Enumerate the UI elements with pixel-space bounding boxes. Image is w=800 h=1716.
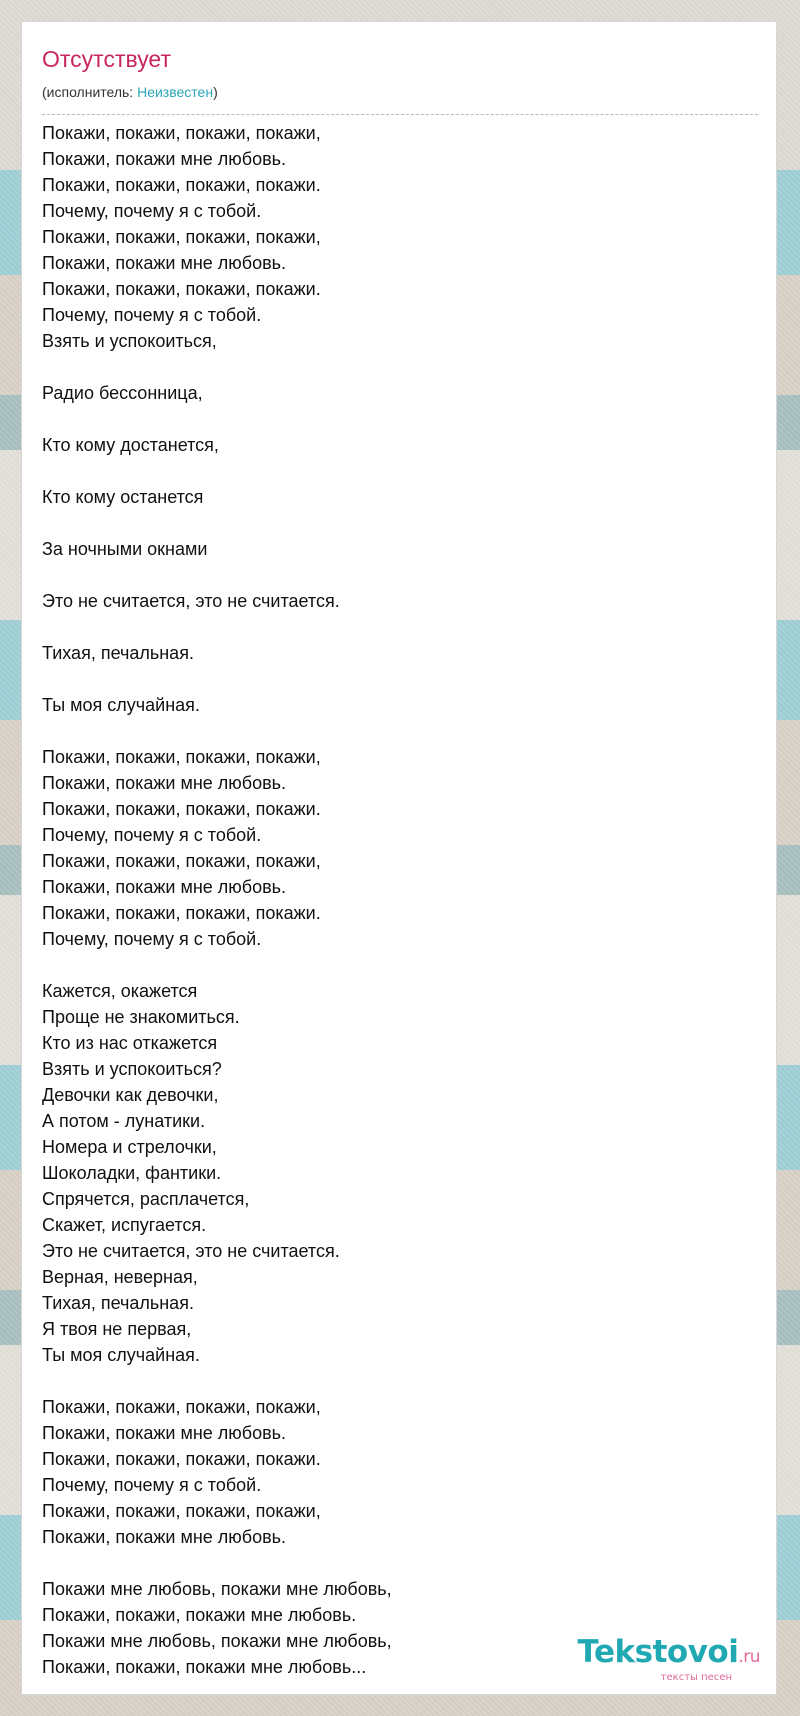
site-logo[interactable] [577, 1635, 760, 1684]
artist-suffix: ) [213, 84, 218, 100]
lyric-line: Почему, почему я с тобой. [42, 1475, 262, 1495]
stanza-break [42, 614, 758, 640]
lyric-line: Покажи, покажи мне любовь. [42, 1423, 287, 1443]
artist-link[interactable]: Неизвестен [137, 84, 214, 100]
lyric-line: Покажи, покажи, покажи, покажи. [42, 799, 321, 819]
lyrics-text [42, 120, 758, 1680]
lyric-line: Покажи, покажи мне любовь. [42, 877, 287, 897]
lyric-line: Верная, неверная, [42, 1267, 198, 1287]
lyric-line: Кто кому достанется, [42, 435, 219, 455]
stanza-break [42, 562, 758, 588]
lyrics-card [21, 21, 777, 1695]
stanza-break [42, 458, 758, 484]
lyric-line: Почему, почему я с тобой. [42, 929, 262, 949]
lyric-line: Кто из нас откажется [42, 1033, 218, 1053]
stanza-break [42, 510, 758, 536]
stanza-break [42, 952, 758, 978]
stanza-break [42, 666, 758, 692]
lyric-line: Это не считается, это не считается. [42, 1241, 340, 1261]
lyric-line: Ты моя случайная. [42, 695, 200, 715]
stanza-break [42, 1550, 758, 1576]
lyric-line: Покажи, покажи, покажи, покажи, [42, 747, 321, 767]
lyric-line: Взять и успокоиться, [42, 331, 217, 351]
lyric-line: Тихая, печальная. [42, 1293, 194, 1313]
lyric-line: Взять и успокоиться? [42, 1059, 222, 1079]
logo-tagline: тексты песен [660, 1672, 732, 1683]
lyric-line: Ты моя случайная. [42, 1345, 200, 1365]
lyric-line: Покажи, покажи, покажи мне любовь... [42, 1657, 367, 1677]
lyric-line: Почему, почему я с тобой. [42, 201, 262, 221]
lyric-line: Покажи, покажи мне любовь. [42, 773, 287, 793]
lyric-line: Проще не знакомиться. [42, 1007, 240, 1027]
lyric-line: Покажи, покажи, покажи, покажи, [42, 851, 321, 871]
lyric-line: Я твоя не первая, [42, 1319, 192, 1339]
song-title: Отсутствует [42, 46, 171, 72]
lyric-line: Шоколадки, фантики. [42, 1163, 222, 1183]
lyric-line: Почему, почему я с тобой. [42, 825, 262, 845]
lyric-line: Покажи мне любовь, покажи мне любовь, [42, 1631, 392, 1651]
stanza-break [42, 354, 758, 380]
stanza-break [42, 1368, 758, 1394]
artist-line [42, 83, 218, 101]
lyric-line: Покажи, покажи, покажи, покажи. [42, 1449, 321, 1469]
logo-tld: .ru [738, 1647, 760, 1667]
lyric-line: Покажи, покажи, покажи, покажи, [42, 227, 321, 247]
lyric-line: Скажет, испугается. [42, 1215, 207, 1235]
lyric-line: А потом - лунатики. [42, 1111, 206, 1131]
lyric-line: Покажи, покажи, покажи, покажи. [42, 175, 321, 195]
lyric-line: Покажи, покажи мне любовь. [42, 149, 287, 169]
lyric-line: Спрячется, расплачется, [42, 1189, 250, 1209]
logo-name: Tekstovoi [577, 1634, 739, 1670]
stanza-break [42, 718, 758, 744]
song-header [42, 43, 758, 115]
lyric-line: Кажется, окажется [42, 981, 198, 1001]
lyric-line: Покажи, покажи мне любовь. [42, 1527, 287, 1547]
lyric-line: Покажи, покажи, покажи, покажи. [42, 279, 321, 299]
lyric-line: Покажи, покажи, покажи, покажи, [42, 1397, 321, 1417]
lyric-line: Покажи, покажи, покажи, покажи, [42, 1501, 321, 1521]
stanza-break [42, 406, 758, 432]
lyric-line: Это не считается, это не считается. [42, 591, 340, 611]
lyric-line: Тихая, печальная. [42, 643, 194, 663]
lyric-line: Покажи, покажи, покажи, покажи. [42, 903, 321, 923]
lyric-line: Покажи, покажи, покажи, покажи, [42, 123, 321, 143]
lyric-line: Девочки как девочки, [42, 1085, 219, 1105]
lyric-line: Почему, почему я с тобой. [42, 305, 262, 325]
lyric-line: За ночными окнами [42, 539, 208, 559]
lyric-line: Покажи мне любовь, покажи мне любовь, [42, 1579, 392, 1599]
lyric-line: Покажи, покажи, покажи мне любовь. [42, 1605, 357, 1625]
lyric-line: Кто кому останется [42, 487, 204, 507]
logo-wordmark [577, 1635, 760, 1674]
lyric-line: Радио бессонница, [42, 383, 203, 403]
artist-prefix: (исполнитель: [42, 84, 138, 100]
lyric-line: Покажи, покажи мне любовь. [42, 253, 287, 273]
lyric-line: Номера и стрелочки, [42, 1137, 217, 1157]
